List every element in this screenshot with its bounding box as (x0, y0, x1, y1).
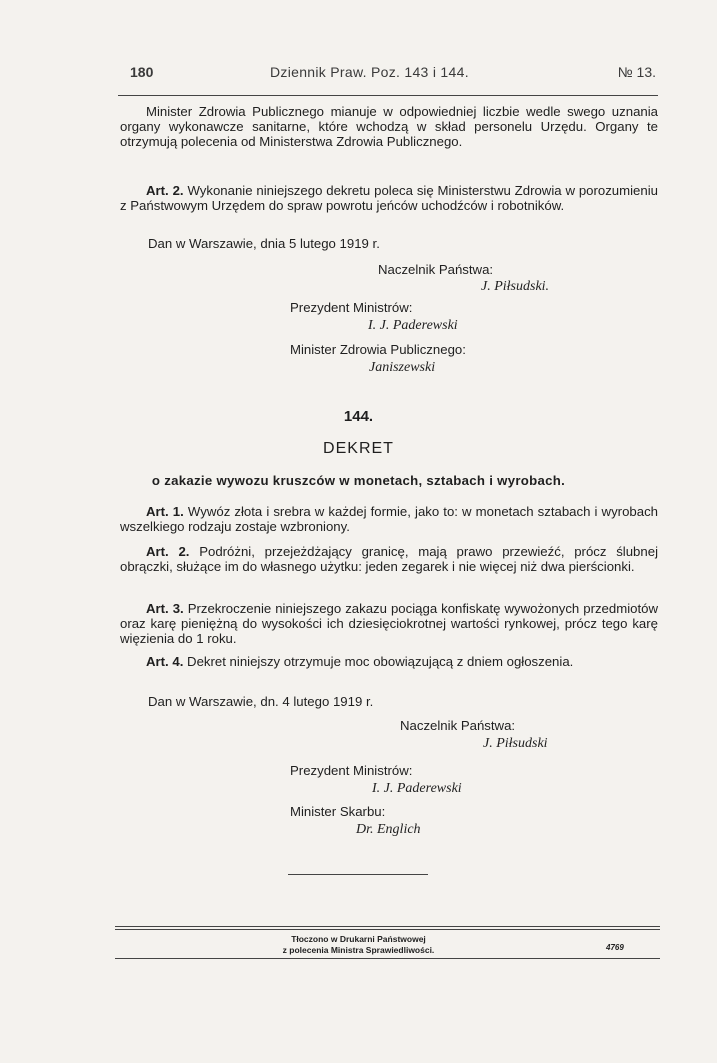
article-paragraph (120, 544, 658, 574)
article-text: Przekroczenie niniejszego zakazu pociąga konfiskatę wywożonych przedmiotów oraz karę pieniężną do wysokości ich dziesięciokrotnej wartości rynkowej, prócz tego karę więzienia do 1 roku. (120, 601, 658, 646)
decree-heading: DEKRET (323, 440, 394, 457)
signature-name: J. Piłsudski. (481, 279, 550, 294)
imprint-line-1: Tłoczono w Drukarni Państwowej (291, 934, 426, 944)
article-text: Wywóz złota i srebra w każdej formie, jako to: w monetach sztabach i wyrobach wszelkiego rodzaju zostaje wzbroniony. (120, 504, 658, 534)
paragraph-text: Minister Zdrowia Publicznego mianuje w odpowiedniej liczbie wedle swego uznania organy wykonawcze sanitarne, które wchodzą w skład personelu Urzędu. Organy te otrzymują polecenia od Ministerstwa Zdrowia Publicznego. (120, 104, 658, 149)
signature-name: Dr. Englich (356, 822, 421, 837)
page-number: 180 (130, 64, 154, 80)
footer-rule-top-inner (115, 929, 660, 930)
signature-role: Minister Skarbu: (290, 804, 386, 819)
signature-name: Janiszewski (369, 360, 436, 375)
decree-144-article-4 (120, 654, 658, 669)
article-label: Art. 2. (146, 544, 190, 559)
printer-imprint (0, 934, 717, 956)
decree-number: 144. (343, 408, 374, 425)
header-rule (118, 95, 658, 96)
article-paragraph (120, 504, 658, 534)
signature-name: I. J. Paderewski (372, 781, 462, 796)
signature-role: Minister Zdrowia Publicznego: (290, 342, 466, 357)
article-label: Art. 1. (146, 504, 184, 519)
article-text: Wykonanie niniejszego dekretu poleca się Ministerstwu Zdrowia w porozumieniu z Państwowym Urzędem do spraw powrotu jeńców uchodźców i robotników. (120, 183, 658, 213)
decree-144-date: Dan w Warszawie, dn. 4 lutego 1919 r. (148, 694, 374, 709)
article-label: Art. 2. (146, 183, 184, 198)
article-label: Art. 4. (146, 654, 184, 669)
article-paragraph (120, 601, 658, 646)
decree-144-article-2 (120, 544, 658, 574)
signature-role: Naczelnik Państwa: (378, 262, 494, 277)
signature-name: J. Piłsudski (483, 736, 548, 751)
page-header (130, 64, 656, 84)
decree-143-paragraph-1 (120, 104, 658, 149)
issue-number: № 13. (617, 64, 656, 80)
footer-rule-bottom (115, 958, 660, 959)
article-text: Podróżni, przejeżdżający granicę, mają prawo przewieźć, prócz ślubnej obrączki, służące im do własnego użytku: jeden zegarek i nie więcej niż dwa pierścionki. (120, 544, 658, 574)
decree-143-date: Dan w Warszawie, dnia 5 lutego 1919 r. (148, 236, 380, 251)
journal-title: Dziennik Praw. Poz. 143 i 144. (270, 64, 469, 80)
decree-144-article-3 (120, 601, 658, 646)
signature-role: Prezydent Ministrów: (290, 763, 413, 778)
signature-role: Naczelnik Państwa: (400, 718, 516, 733)
decree-143-article-2 (120, 183, 658, 213)
signature-role: Prezydent Ministrów: (290, 300, 413, 315)
print-number: 4769 (606, 943, 624, 952)
imprint-line-2: z polecenia Ministra Sprawiedliwości. (282, 945, 435, 955)
article-paragraph (120, 183, 658, 213)
end-rule (288, 874, 428, 875)
decree-144-article-1 (120, 504, 658, 534)
article-paragraph (120, 654, 658, 669)
decree-subtitle: o zakazie wywozu kruszców w monetach, sztabach i wyrobach. (151, 473, 566, 488)
signature-name: I. J. Paderewski (368, 318, 458, 333)
article-label: Art. 3. (146, 601, 184, 616)
article-text: Dekret niniejszy otrzymuje moc obowiązującą z dniem ogłoszenia. (187, 654, 574, 669)
footer-rule-top (115, 926, 660, 927)
